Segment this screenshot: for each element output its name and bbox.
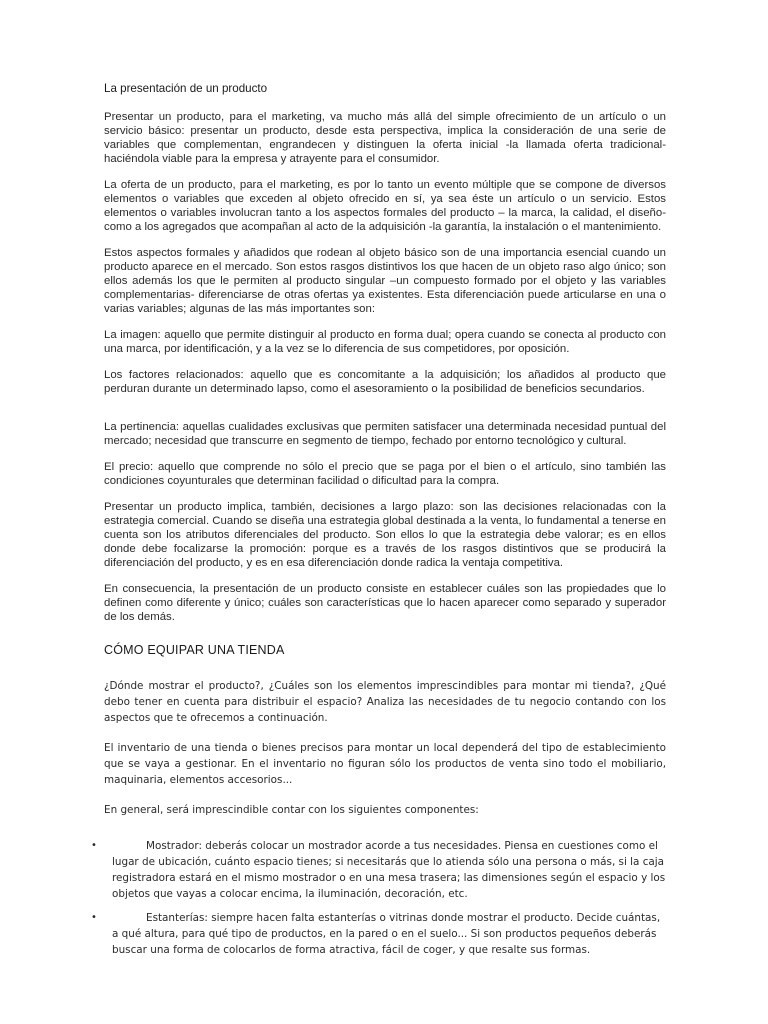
paragraph: Estos aspectos formales y añadidos que rodean al objeto básico son de una importancia esencial cuando un producto aparece en el mercado. Son estos rasgos distintivos los que hacen de un objeto raso algo único; son ellos además los que le permiten al producto singular –un compuesto formado por el objeto y las variables complementarias- diferenciarse de otras ofertas ya existentes. Esta diferenciación puede articularse en una o varias variables; algunas de las más importantes son: bbox=[104, 247, 666, 315]
paragraph: El precio: aquello que comprende no sólo el precio que se paga por el bien o el artículo, sino también las condiciones coyunturales que determinan facilidad o dificultad para la compra. bbox=[104, 461, 666, 487]
paragraph: La pertinencia: aquellas cualidades exclusivas que permiten satisfacer una determinada necesidad puntual del mercado; necesidad que transcurre en segmento de tiempo, fechado por entorno tecnológico y cultural. bbox=[104, 421, 666, 447]
list-item-text: Estanterías: siempre hacen falta estanterías o vitrinas donde mostrar el producto. Decide cuántas, a qué altura, para qué tipo de productos, en la pared o en el suelo... Si son productos pequeños deberás buscar una forma de colocarlos de forma atractiva, fácil de coger, y que resalte sus formas. bbox=[112, 912, 661, 956]
paragraph: El inventario de una tienda o bienes precisos para montar un local dependerá del tipo de establecimiento que se vaya a gestionar. En el inventario no figuran sólo los productos de venta sino todo el mobiliario, maquinaria, elementos accesorios... bbox=[104, 742, 666, 786]
document-page bbox=[91, 74, 666, 966]
paragraph: Presentar un producto, para el marketing, va mucho más allá del simple ofrecimiento de un artículo o un servicio básico: presentar un producto, desde esta perspectiva, implica la consideración de una serie de variables que complementan, engrandecen y distinguen la oferta inicial -la llamada oferta tradicional- haciéndola viable para la empresa y atrayente para el consumidor. bbox=[104, 111, 666, 165]
components-list bbox=[91, 838, 666, 958]
section-title: La presentación de un producto bbox=[104, 82, 268, 95]
paragraph: Los factores relacionados: aquello que es concomitante a la adquisición; los añadidos al producto que perduran durante un determinado lapso, como el asesoramiento o la posibilidad de beneficios secundarios. bbox=[104, 369, 666, 395]
list-item-text: Mostrador: deberás colocar un mostrador acorde a tus necesidades. Piensa en cuestiones como el lugar de ubicación, cuánto espacio tienes; si necesitarás que lo atienda sólo una persona o más, si la caja registradora estará en el mismo mostrador o en una mesa trasera; las dimensiones según el espacio y los objetos que vayas a colocar encima, la iluminación, decoración, etc. bbox=[112, 840, 666, 900]
paragraph: La oferta de un producto, para el marketing, es por lo tanto un evento múltiple que se compone de diversos elementos o variables que exceden al objeto ofrecido en sí, ya sea éste un artículo o un servicio. Estos elementos o variables involucran tanto a los aspectos formales del producto – la marca, la calidad, el diseño- como a los agregados que acompañan al acto de la adquisición -la garantía, la instalación o el mantenimiento. bbox=[104, 179, 666, 233]
section-store-equipment bbox=[91, 642, 666, 958]
paragraph: La imagen: aquello que permite distinguir al producto en forma dual; opera cuando se conecta al producto con una marca, por identificación, y a la vez se lo diferencia de sus competidores, por oposición. bbox=[104, 329, 666, 355]
list-item bbox=[91, 838, 666, 902]
paragraph: En general, será imprescindible contar con los siguientes componentes: bbox=[104, 804, 479, 816]
section-product-presentation bbox=[104, 82, 666, 624]
paragraph: En consecuencia, la presentación de un producto consiste en establecer cuáles son las propiedades que lo definen como diferente y único; cuáles son características que lo hacen aparecer como separado y superador de los demás. bbox=[104, 583, 666, 623]
section-heading: CÓMO EQUIPAR UNA TIENDA bbox=[104, 643, 285, 657]
bullet-icon: • bbox=[91, 840, 97, 851]
paragraph: ¿Dónde mostrar el producto?, ¿Cuáles son los elementos imprescindibles para montar mi tienda?, ¿Qué debo tener en cuenta para distribuir el espacio? Analiza las necesidades de tu negocio contando con los aspectos que te ofrecemos a continuación. bbox=[104, 680, 666, 724]
bullet-icon: • bbox=[91, 912, 97, 923]
list-item bbox=[91, 910, 666, 958]
paragraph: Presentar un producto implica, también, decisiones a largo plazo: son las decisiones relacionadas con la estrategia comercial. Cuando se diseña una estrategia global destinada a la venta, lo fundamental a tenerse en cuenta son los atributos diferenciales del producto. Son ellos lo que la estrategia debe valorar; es en ellos donde debe focalizarse la promoción: porque es a través de los rasgos distintivos que se producirá la diferenciación del producto, y es en esa diferenciación donde radica la ventaja competitiva. bbox=[104, 501, 666, 569]
